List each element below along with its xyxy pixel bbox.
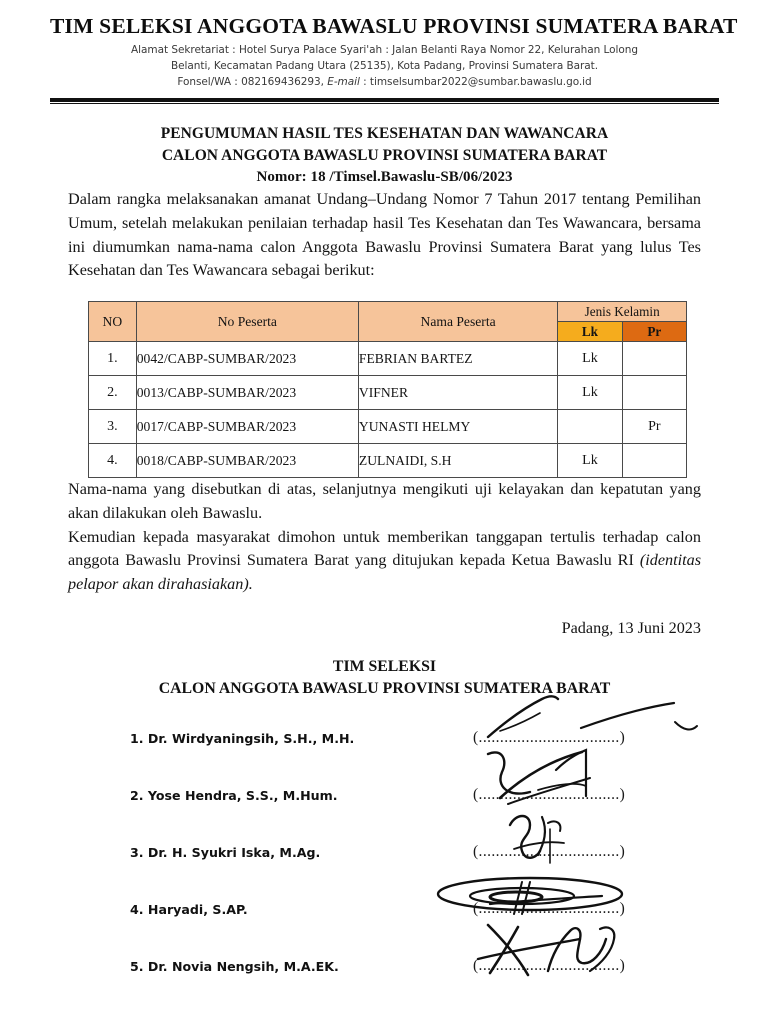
signature-placeholder[interactable]: (.................................) xyxy=(473,956,626,974)
table-header xyxy=(89,302,687,342)
signatory-name: 4. Haryadi, S.AP. xyxy=(130,901,248,917)
cell-no: 4. xyxy=(89,444,137,478)
paragraph-public-response-plain: Kemudian kepada masyarakat dimohon untuk memberikan tanggapan tertulis terhadap calon anggota Bawaslu Provinsi Sumatera Barat yang ditujukan kepada Ketua Bawaslu RI xyxy=(68,527,701,570)
divider-thin-line xyxy=(50,103,719,104)
column-header-no: NO xyxy=(89,302,137,342)
signature-placeholder[interactable]: (.................................) xyxy=(473,785,626,803)
signature-placeholder[interactable]: (.................................) xyxy=(473,842,626,860)
signatory-name: 2. Yose Hendra, S.S., M.Hum. xyxy=(130,787,338,803)
column-header-lk: Lk xyxy=(558,322,622,342)
cell-no-peserta: 0042/CABP-SUMBAR/2023 xyxy=(136,342,358,376)
table-row xyxy=(89,410,687,444)
signature-placeholder[interactable]: (.................................) xyxy=(473,728,626,746)
signatory-name: 1. Dr. Wirdyaningsih, S.H., M.H. xyxy=(130,730,355,746)
announcement-title-line-1: PENGUMUMAN HASIL TES KESEHATAN DAN WAWANCARA xyxy=(160,124,609,142)
cell-lk: Lk xyxy=(558,444,622,478)
table-header-row-1 xyxy=(89,302,687,322)
letterhead-address xyxy=(50,43,719,91)
cell-no-peserta: 0017/CABP-SUMBAR/2023 xyxy=(136,410,358,444)
results-table-wrap xyxy=(0,301,769,478)
address-line-1: Alamat Sekretariat : Hotel Surya Palace Syari'ah : Jalan Belanti Raya Nomor 22, Kelurahan Lolong xyxy=(131,44,638,57)
cell-pr xyxy=(622,342,686,376)
table-row xyxy=(89,342,687,376)
signatory-row xyxy=(130,785,709,845)
paragraph-public-response-italic: (identitas pelapor akan dirahasiakan). xyxy=(68,551,701,594)
signatory-row xyxy=(130,899,709,959)
body-intro-wrap xyxy=(0,188,769,283)
address-line-2: Belanti, Kecamatan Padang Utara (25135), Kota Padang, Provinsi Sumatera Barat. xyxy=(170,60,599,73)
paragraph-intro: Dalam rangka melaksanakan amanat Undang–Undang Nomor 7 Tahun 2017 tentang Pemilihan Umum, setelah melakukan penilaian terhadap hasil Tes Kesehatan dan Tes Wawancara, bersama ini diumumkan nama-nama calon Anggota Bawaslu Provinsi Sumatera Barat yang lulus Tes Kesehatan dan Tes Wawancara sebagai berikut: xyxy=(68,190,701,280)
cell-lk: Lk xyxy=(558,342,622,376)
table-row xyxy=(89,376,687,410)
email-address: : timselsumbar2022@sumbar.bawaslu.go.id xyxy=(363,75,592,88)
cell-lk xyxy=(558,410,622,444)
announcement-number: Nomor: 18 /Timsel.Bawaslu-SB/06/2023 xyxy=(256,168,513,185)
signatory-row xyxy=(130,956,709,1016)
cell-nama-peserta: YUNASTI HELMY xyxy=(358,410,557,444)
cell-nama-peserta: FEBRIAN BARTEZ xyxy=(358,342,557,376)
cell-no: 3. xyxy=(89,410,137,444)
cell-no: 2. xyxy=(89,376,137,410)
cell-nama-peserta: ZULNAIDI, S.H xyxy=(358,444,557,478)
column-header-nama-peserta: Nama Peserta xyxy=(358,302,557,342)
signatory-row xyxy=(130,728,709,788)
paragraph-public-response xyxy=(68,526,701,597)
letterhead xyxy=(0,0,769,91)
announcement-heading xyxy=(0,123,769,188)
signatory-name: 3. Dr. H. Syukri Iska, M.Ag. xyxy=(130,844,321,860)
results-table xyxy=(88,301,687,478)
cell-lk: Lk xyxy=(558,376,622,410)
organization-title: TIM SELEKSI ANGGOTA BAWASLU PROVINSI SUMATERA BARAT xyxy=(50,14,738,38)
signature-heading-line-2: CALON ANGGOTA BAWASLU PROVINSI SUMATERA BARAT xyxy=(158,680,611,698)
cell-no: 1. xyxy=(89,342,137,376)
column-header-pr: Pr xyxy=(622,322,686,342)
table-body xyxy=(89,342,687,478)
signatory-name: 5. Dr. Novia Nengsih, M.A.EK. xyxy=(130,958,339,974)
cell-no-peserta: 0013/CABP-SUMBAR/2023 xyxy=(136,376,358,410)
cell-pr: Pr xyxy=(622,410,686,444)
signature-heading-line-1: TIM SELEKSI xyxy=(332,657,437,675)
announcement-title-line-2: CALON ANGGOTA BAWASLU PROVINSI SUMATERA BARAT xyxy=(161,146,608,164)
table-row xyxy=(89,444,687,478)
signature-heading xyxy=(0,656,769,701)
letterhead-divider xyxy=(0,98,769,104)
cell-nama-peserta: VIFNER xyxy=(358,376,557,410)
contact-line xyxy=(50,75,719,91)
column-header-jenis-kelamin: Jenis Kelamin xyxy=(558,302,687,322)
email-label: E-mail xyxy=(327,75,360,88)
paragraph-after-table: Nama-nama yang disebutkan di atas, selanjutnya mengikuti uji kelayakan dan kepatutan yang akan dilakukan oleh Bawaslu. xyxy=(68,480,701,522)
column-header-no-peserta: No Peserta xyxy=(136,302,358,342)
cell-no-peserta: 0018/CABP-SUMBAR/2023 xyxy=(136,444,358,478)
cell-pr xyxy=(622,376,686,410)
signatory-row xyxy=(130,842,709,902)
phone-text: Fonsel/WA : 082169436293, xyxy=(177,75,324,88)
cell-pr xyxy=(622,444,686,478)
place-and-date: Padang, 13 Juni 2023 xyxy=(561,618,701,637)
signature-placeholder[interactable]: (.................................) xyxy=(473,899,626,917)
signatory-list xyxy=(0,728,769,1016)
body-closing-wrap xyxy=(0,478,769,597)
divider-thick-line xyxy=(50,98,719,102)
